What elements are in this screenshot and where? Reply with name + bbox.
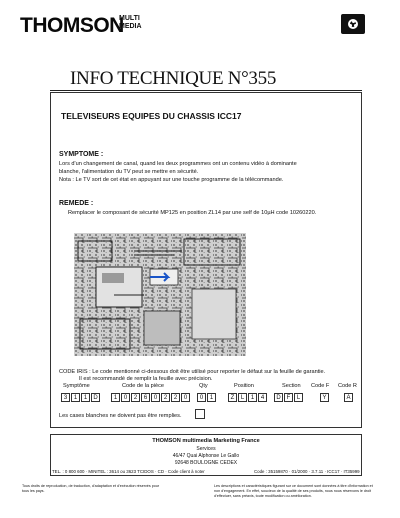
title-rule	[50, 90, 362, 91]
label-qty: Qty	[199, 383, 208, 389]
footer-address2: 92648 BOULOGNE CEDEX	[174, 460, 238, 466]
footer-company: THOMSON multimedia Marketing France	[152, 438, 260, 444]
code-cell[interactable]: 6	[141, 393, 150, 402]
label-code-f: Code F	[311, 383, 330, 389]
label-code-r: Code R	[338, 383, 357, 389]
legal-left: Tous droits de reproduction, de traduction, d'adaptation et d'exécution réservés pour tous les pays.	[22, 484, 160, 493]
code-cell[interactable]: Z	[228, 393, 237, 402]
label-position: Position	[234, 383, 254, 389]
code-cell[interactable]: Y	[320, 393, 329, 402]
blank-cells-note: Les cases blanches ne doivent pas être remplies.	[59, 413, 182, 419]
page-title: INFO TECHNIQUE N°355	[70, 68, 277, 89]
iris-instructions	[59, 369, 325, 383]
code-cell[interactable]: D	[91, 393, 100, 402]
document-subject: TELEVISEURS EQUIPES DU CHASSIS ICC17	[61, 111, 242, 121]
remedy-text: Remplacer le composant de sécurité MP125 en position ZL14 par une self de 10µH code 10260220.	[68, 210, 317, 216]
footer-phone: TEL. : 0 800 600 · MINITEL : 3614 ou 3623 TCIDOS · CD · Code client à noter	[52, 469, 205, 474]
iris-line1: CODE IRIS : Le code mentionné ci-dessous doit être utilisé pour reporter le défaut sur la feuille de garantie.	[59, 369, 326, 375]
thomson-logo-icon	[341, 14, 365, 34]
remedy-heading: REMEDE :	[59, 200, 94, 207]
code-cell[interactable]: 4	[258, 393, 267, 402]
symptom-line: Nota : Le TV sort de cet état en appuyant sur une touche programme de la télécommande.	[59, 177, 284, 183]
label-section: Section	[282, 383, 301, 389]
legal-right: Les descriptions et caractéristiques figurant sur ce document sont données à titre d'information et non d'engagement. En effet, soucieux de la qualité de ses produits, nous nous réservons le droit d'effectuer, sans préavis, toute modification ou amélioration.	[214, 484, 373, 498]
brand-wordmark: THOMSON	[20, 14, 124, 37]
label-symptome: Symptôme	[63, 383, 90, 389]
code-cell[interactable]: 0	[181, 393, 190, 402]
symptom-line: blanche, l'alimentation du TV peut se mettre en sécurité.	[59, 169, 199, 175]
code-cell[interactable]: 0	[151, 393, 160, 402]
brand-sub-line2: MEDIA	[119, 23, 142, 30]
code-cell[interactable]: 0	[197, 393, 206, 402]
code-cell[interactable]: 1	[71, 393, 80, 402]
code-cell[interactable]: 1	[248, 393, 257, 402]
label-code-piece: Code de la pièce	[122, 383, 164, 389]
code-cell[interactable]: L	[294, 393, 303, 402]
code-cell[interactable]: 2	[131, 393, 140, 402]
code-cell[interactable]: 1	[81, 393, 90, 402]
iris-line2: Il est recommandé de remplir la feuille avec précision.	[79, 376, 213, 382]
code-cell[interactable]: 1	[111, 393, 120, 402]
code-cell[interactable]: 2	[161, 393, 170, 402]
code-cell[interactable]: D	[274, 393, 283, 402]
blank-cell-sample[interactable]	[195, 409, 205, 419]
footer-dept: Services	[196, 446, 216, 452]
symptom-text	[59, 160, 354, 184]
code-cell[interactable]: 0	[121, 393, 130, 402]
footer-address1: 46/47 Quai Alphonse Le Gallo	[172, 453, 240, 459]
code-cell[interactable]: F	[284, 393, 293, 402]
code-cell[interactable]: 1	[207, 393, 216, 402]
brand-sub	[119, 15, 142, 31]
symptom-heading: SYMPTOME :	[59, 151, 104, 158]
code-cell[interactable]: A	[344, 393, 353, 402]
code-cell[interactable]: 3	[61, 393, 70, 402]
code-cell[interactable]: 2	[171, 393, 180, 402]
symptom-line: Lors d'un changement de canal, quand les deux programmes ont un contenu vidéo à dominante	[59, 161, 297, 167]
circuit-board-image	[74, 233, 246, 356]
footer-doc-ref: Code : 35159870 · 01/2000 · 3.7.11 · ICC17 · IT35999	[254, 469, 360, 474]
code-cell[interactable]: L	[238, 393, 247, 402]
brand-sub-line1: MULTI	[119, 15, 140, 22]
